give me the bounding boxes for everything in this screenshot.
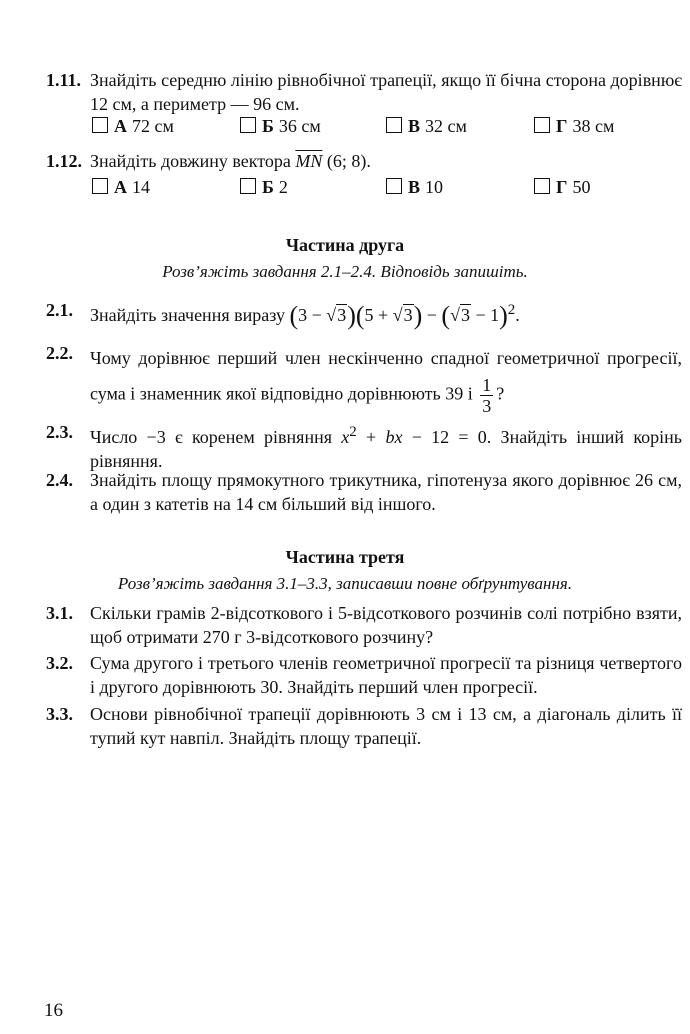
- problem-3-2: [46, 651, 682, 699]
- problem-2-4: [46, 468, 682, 516]
- checkbox-icon[interactable]: [534, 178, 550, 194]
- problem-2-1: [46, 298, 682, 328]
- problem-text: Знайдіть значення виразу $(3 - √3)(5 + √3) - (√3 - 1)^2$.: [90, 301, 520, 330]
- checkbox-icon[interactable]: [386, 178, 402, 194]
- fraction-one-third: $\frac{1}{3}$: [482, 375, 492, 416]
- option-b[interactable]: Б 2: [240, 177, 288, 198]
- option-b[interactable]: Б 36 см: [240, 116, 321, 137]
- option-h[interactable]: Г 50: [534, 177, 590, 198]
- problem-text: Знайдіть площу прямокутного трикутника, гіпотенуза якого дорівнює 26 см, а один з катетів на 14 см більший від іншого.: [90, 470, 682, 514]
- problem-number: 2.3.: [46, 422, 73, 442]
- part-three-instruction: Розв’яжіть завдання 3.1–3.3, записавши повне обґрунтування.: [117, 574, 573, 593]
- problem-text: Знайдіть довжину вектора $\overline{MN}$ (6; 8).: [90, 151, 371, 171]
- problem-3-1: [46, 601, 682, 649]
- problem-number: 2.4.: [46, 470, 73, 490]
- problem-number: 1.11.: [46, 70, 82, 90]
- checkbox-icon[interactable]: [386, 117, 402, 133]
- option-a[interactable]: А 72 см: [92, 116, 174, 137]
- vector-mn: $\overline{MN}$: [295, 151, 323, 171]
- part-two-title: Частина друга: [285, 235, 405, 255]
- problem-number: 2.1.: [46, 300, 73, 320]
- problem-text: Число −3 є коренем рівняння $x^2$ + bx − 12 = 0. Знайдіть інший корінь рівняння.: [90, 424, 683, 471]
- part-two-instruction: Розв’яжіть завдання 2.1–2.4. Відповідь запишіть.: [162, 262, 528, 281]
- problem-text: Основи рівнобічної трапеції дорівнюють 3 см і 13 см, а діагональ ділить її тупий кут навпіл. Знайдіть площу трапеції.: [90, 704, 682, 748]
- checkbox-icon[interactable]: [240, 178, 256, 194]
- checkbox-icon[interactable]: [92, 178, 108, 194]
- checkbox-icon[interactable]: [240, 117, 256, 133]
- problem-number: 3.1.: [46, 603, 73, 623]
- problem-text: Сума другого і третього членів геометричної прогресії та різниця четвертого і другого дорівнюють 30. Знайдіть перший член прогресії.: [90, 653, 682, 697]
- problem-number: 3.2.: [46, 653, 73, 673]
- problem-text: Знайдіть середню лінію рівнобічної трапеції, якщо її бічна сторона дорівнює 12 см, а периметр — 96 см.: [90, 70, 682, 114]
- expression-formula: $(3 - √3)(5 + √3) - (√3 - 1)^2$.: [289, 301, 520, 330]
- problem-2-2: [46, 341, 682, 416]
- part-three-title: Частина третя: [285, 547, 405, 567]
- checkbox-icon[interactable]: [534, 117, 550, 133]
- page-number: 16: [44, 1000, 63, 1021]
- problem-number: 3.3.: [46, 704, 73, 724]
- option-h[interactable]: Г 38 см: [534, 116, 614, 137]
- problem-number: 2.2.: [46, 343, 73, 363]
- checkbox-icon[interactable]: [92, 117, 108, 133]
- problem-3-3: [46, 702, 682, 750]
- problem-1-11: [46, 68, 682, 116]
- option-a[interactable]: А 14: [92, 177, 150, 198]
- problem-text: Чому дорівнює перший член нескінченно спадної геометричної прогресії, сума і знаменник якої відповідно дорівнюють 39 і $\frac{1}{3}$ ?: [90, 348, 682, 416]
- problem-number: 1.12.: [46, 151, 82, 171]
- equation-formula: $x^2$ + bx − 12 = 0.: [341, 424, 492, 447]
- option-v[interactable]: В 10: [386, 177, 443, 198]
- problem-text: Скільки грамів 2-відсоткового і 5-відсоткового розчинів солі потрібно взяти, щоб отримати 270 г 3-відсоткового розчину?: [90, 603, 682, 647]
- problem-1-12: [46, 149, 682, 173]
- option-v[interactable]: В 32 см: [386, 116, 467, 137]
- problem-2-3: [46, 420, 682, 473]
